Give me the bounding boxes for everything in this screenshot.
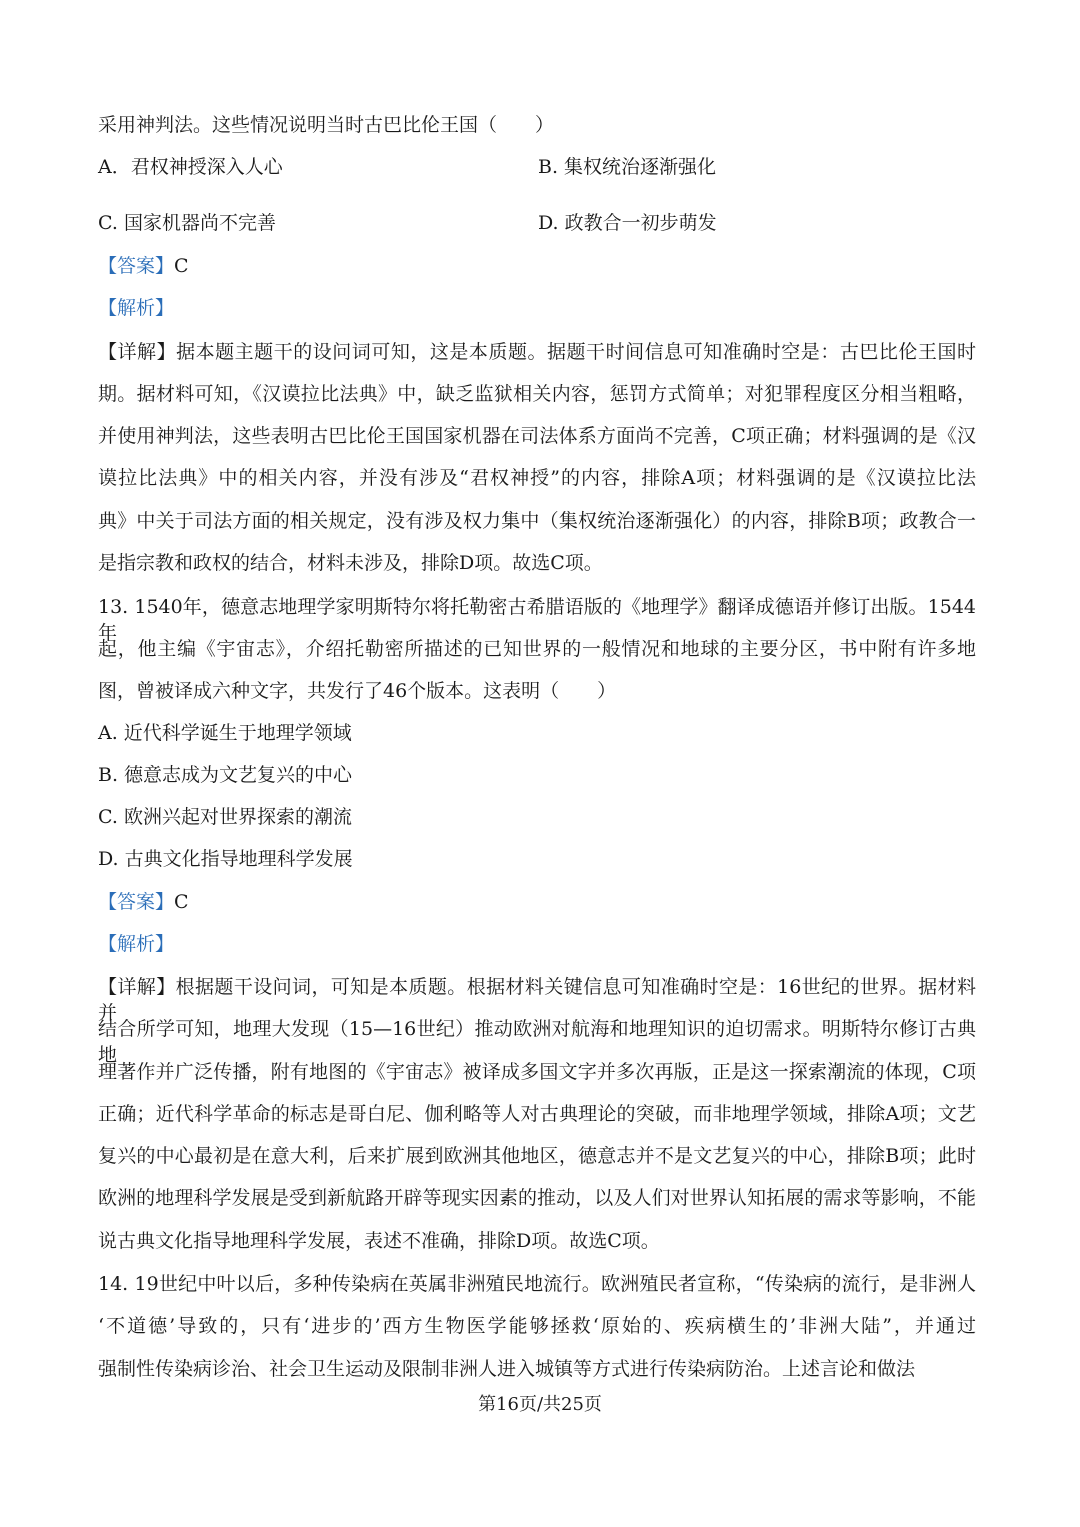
q12-analysis-text: 【解析】 <box>98 297 175 319</box>
q12-detail-label: 【详解】 <box>98 341 177 363</box>
q13-stem-line-3: 图，曾被译成六种文字，共发行了46个版本。这表明（ ） <box>98 680 617 702</box>
q12-detail-text-1: 据本题主题干的设问词可知，这是本质题。据题干时间信息可知准确时空是：古巴比伦王国时 <box>176 341 976 363</box>
q13-option-b: B. 德意志成为文艺复兴的中心 <box>98 764 353 786</box>
q14-stem-line-2: ‘不道德’导致的，只有‘进步的’西方生物医学能够拯救‘原始的、疾病横生的’非洲大陆”，并通过 <box>98 1315 976 1337</box>
q13-detail-line-6: 欧洲的地理科学发展是受到新航路开辟等现实因素的推动，以及人们对世界认知拓展的需求等影响，不能 <box>98 1187 976 1209</box>
page-number: 第16页/共25页 <box>478 1394 602 1415</box>
q13-detail-text-1: 根据题干设问词，可知是本质题。根据材料关键信息可知准确时空是：16世纪的世界。据材料并 <box>98 976 976 1024</box>
q12-detail-line-2: 期。据材料可知，《汉谟拉比法典》中，缺乏监狱相关内容，惩罚方式简单；对犯罪程度区分相当粗略， <box>98 383 976 405</box>
q12-option-a: A．君权神授深入人心 <box>98 156 283 178</box>
q13-option-a: A. 近代科学诞生于地理学领域 <box>98 722 352 744</box>
q12-detail-line-6: 是指宗教和政权的结合，材料未涉及，排除D项。故选C项。 <box>98 552 603 574</box>
q13-detail-line-3: 理著作并广泛传播，附有地图的《宇宙志》被译成多国文字并多次再版，正是这一探索潮流的体现，C项 <box>98 1061 976 1083</box>
q12-detail-line-3: 并使用神判法，这些表明古巴比伦王国国家机器在司法体系方面尚不完善，C项正确；材料强调的是《汉 <box>98 425 976 447</box>
q13-analysis-text: 【解析】 <box>98 933 175 955</box>
q13-detail-line-4: 正确；近代科学革命的标志是哥白尼、伽利略等人对古典理论的突破，而非地理学领域，排除A项；文艺 <box>98 1103 976 1125</box>
q12-detail-line-1 <box>98 339 976 365</box>
q13-detail-line-2: 结合所学可知，地理大发现（15—16世纪）推动欧洲对航海和地理知识的迫切需求。明斯特尔修订古典地 <box>98 1018 976 1066</box>
q14-stem-line-1: 14. 19世纪中叶以后，多种传染病在英属非洲殖民地流行。欧洲殖民者宣称，“传染病的流行，是非洲人 <box>98 1273 976 1295</box>
q12-stem-tail: 采用神判法。这些情况说明当时古巴比伦王国（ ） <box>98 114 555 136</box>
q12-detail-line-5: 典》中关于司法方面的相关规定，没有涉及权力集中（集权统治逐渐强化）的内容，排除B项；政教合一 <box>98 510 976 532</box>
q12-detail-line-4: 谟拉比法典》中的相关内容，并没有涉及“君权神授”的内容，排除A项；材料强调的是《汉谟拉比法 <box>98 467 976 489</box>
q12-option-d: D. 政教合一初步萌发 <box>538 212 717 234</box>
q13-option-d: D. 古典文化指导地理科学发展 <box>98 848 353 870</box>
q13-detail-line-5: 复兴的中心最初是在意大利，后来扩展到欧洲其他地区，德意志并不是文艺复兴的中心，排除B项；此时 <box>98 1145 976 1167</box>
q13-detail-label: 【详解】 <box>98 976 176 998</box>
q13-answer-label: 【答案】 <box>98 891 175 913</box>
q12-option-b: B. 集权统治逐渐强化 <box>538 156 717 178</box>
q12-answer <box>98 253 189 279</box>
q13-detail-line-7: 说古典文化指导地理科学发展，表述不准确，排除D项。故选C项。 <box>98 1230 660 1252</box>
q13-stem-line-2: 起，他主编《宇宙志》，介绍托勒密所描述的已知世界的一般情况和地球的主要分区，书中附有许多地 <box>98 638 976 660</box>
q12-answer-label: 【答案】 <box>98 255 175 277</box>
q12-option-c: C. 国家机器尚不完善 <box>98 212 276 234</box>
q13-option-c: C. 欧洲兴起对世界探索的潮流 <box>98 806 352 828</box>
q12-analysis-label <box>98 295 174 321</box>
q13-analysis-label <box>98 931 174 957</box>
q12-answer-value: C <box>174 255 189 277</box>
q13-stem-line-1: 13. 1540年，德意志地理学家明斯特尔将托勒密古希腊语版的《地理学》翻译成德语并修订出版。1544年 <box>98 596 976 644</box>
q13-answer-value: C <box>174 891 189 913</box>
q14-stem-line-3: 强制性传染病诊治、社会卫生运动及限制非洲人进入城镇等方式进行传染病防治。上述言论和做法 <box>98 1358 916 1380</box>
q13-answer <box>98 889 189 915</box>
